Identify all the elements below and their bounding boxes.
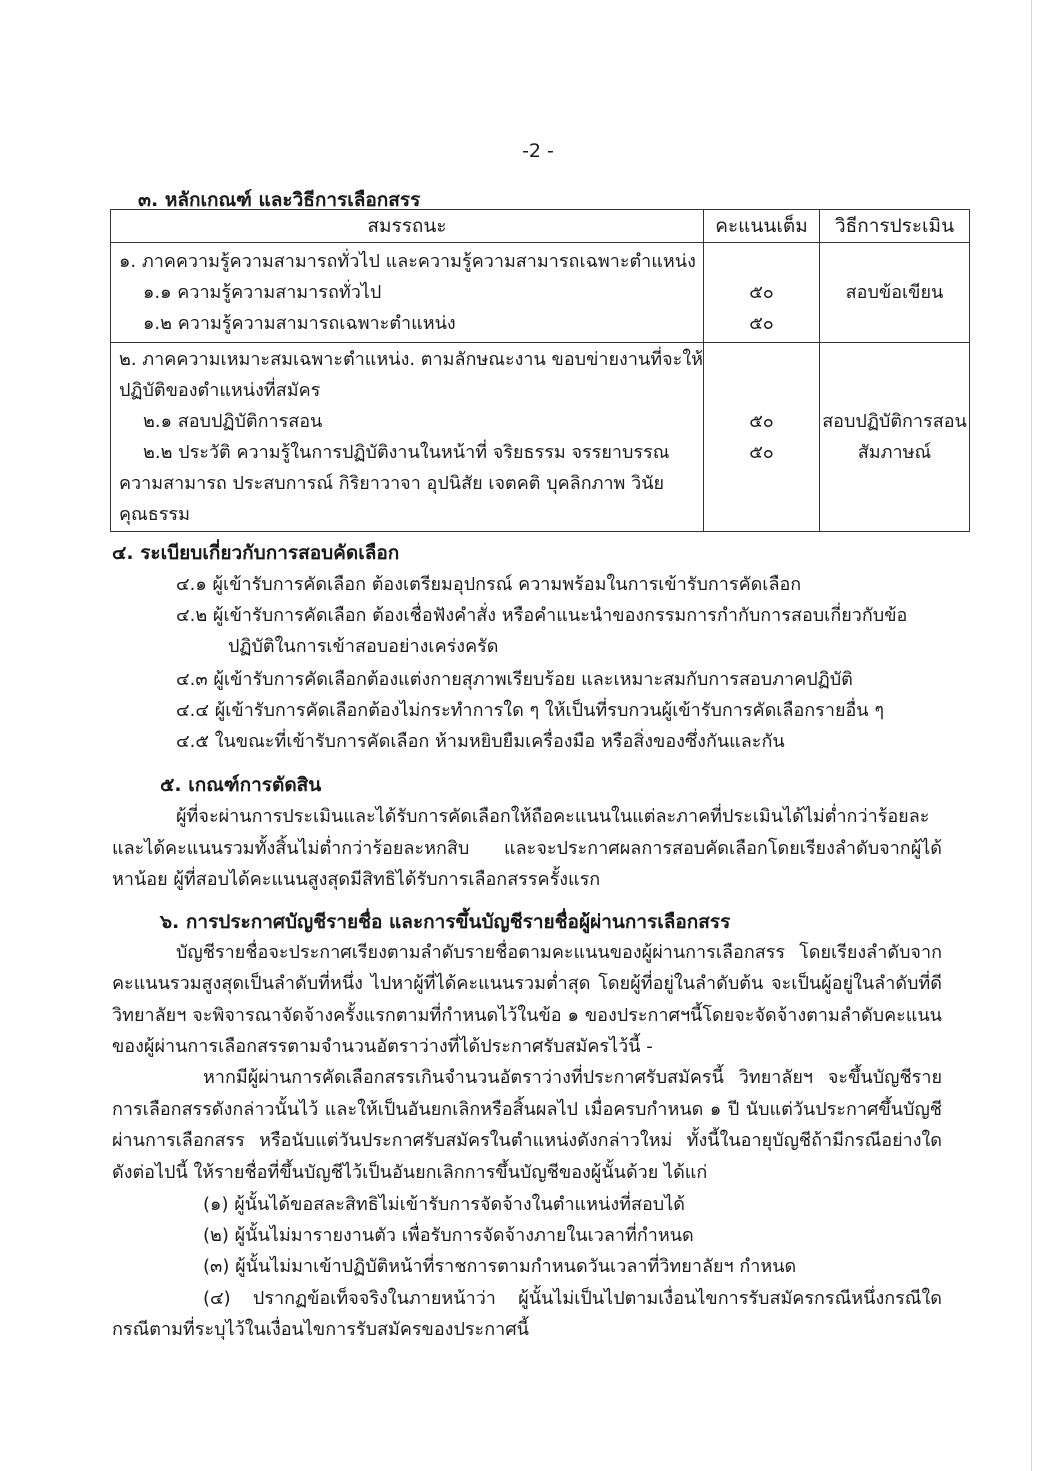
page-number: -2 - (522, 140, 554, 162)
row2-method2: สัมภาษณ์ (857, 442, 932, 463)
section-6-item: (๓) ผู้นั้นไม่มาเข้าปฏิบัติหน้าที่ราชการตามกำหนดวันเวลาที่วิทยาลัยฯ กำหนด (203, 1256, 797, 1277)
section-5-line: หาน้อย ผู้ที่สอบได้คะแนนสูงสุดมีสิทธิได้รับการเลือกสรรครั้งแรก (112, 869, 601, 890)
section-6-item: กรณีตามที่ระบุไว้ในเงื่อนไขการรับสมัครของประกาศนี้ (112, 1319, 529, 1340)
section-6-item: (๒) ผู้นั้นไม่มารายงานตัว เพื่อรับการจัดจ้างภายในเวลาที่กำหนด (203, 1225, 694, 1246)
page-edge (1031, 0, 1032, 1471)
row1-item2: ๑.๒ ความรู้ความสามารถเฉพาะตำแหน่ง (143, 313, 456, 334)
section-6-para1-line: บัญชีรายชื่อจะประกาศเรียงตามลำดับรายชื่อตามคะแนนของผู้ผ่านการเลือกสรร โดยเรียงลำดับจาก (176, 942, 942, 963)
row1-item1: ๑.๑ ความรู้ความสามารถทั่วไป (143, 282, 382, 303)
header-competency: สมรรถนะ (111, 210, 704, 243)
section-6-item: (๔) ปรากฏข้อเท็จจริงในภายหน้าว่า ผู้นั้นไม่เป็นไปตามเงื่อนไขการรับสมัครกรณีหนึ่งกรณีใด (203, 1288, 942, 1309)
section-6-item: (๑) ผู้นั้นได้ขอสละสิทธิไม่เข้ารับการจัดจ้างในตำแหน่งที่สอบได้ (203, 1194, 685, 1215)
row2-item2-score: ๕๐ (749, 442, 774, 463)
header-method: วิธีการประเมิน (820, 210, 970, 243)
row2-item1-score: ๕๐ (749, 411, 774, 432)
row1-title: ๑. ภาคความรู้ความสามารถทั่วไป และความรู้ความสามารถเฉพาะตำแหน่ง (119, 251, 696, 272)
section-4-item: ๔.๒ ผู้เข้ารับการคัดเลือก ต้องเชื่อฟังคำสั่ง หรือคำแนะนำของกรรมการกำกับการสอบเกี่ยวกับข้อ (176, 605, 908, 626)
row2-item2-line3: คุณธรรม (119, 504, 190, 525)
section-3-heading: ๓. หลักเกณฑ์ และวิธีการเลือกสรร (138, 189, 421, 211)
section-6-heading: ๖. การประกาศบัญชีรายชื่อ และการขึ้นบัญชีรายชื่อผู้ผ่านการเลือกสรร (160, 911, 731, 933)
section-6-para2-line: หากมีผู้ผ่านการคัดเลือกสรรเกินจำนวนอัตราว่างที่ประกาศรับสมัครนี้ วิทยาลัยฯ จะขึ้นบัญชีราย (203, 1067, 942, 1088)
criteria-table (110, 209, 970, 532)
row2-title-line2: ปฏิบัติของตำแหน่งที่สมัคร (119, 380, 321, 401)
section-4-item: ๔.๕ ในขณะที่เข้ารับการคัดเลือก ห้ามหยิบยืมเครื่องมือ หรือสิ่งของซึ่งกันและกัน (176, 731, 785, 752)
section-4-item: ๔.๔ ผู้เข้ารับการคัดเลือกต้องไม่กระทำการใด ๆ ให้เป็นที่รบกวนผู้เข้ารับการคัดเลือกรายอื่น ๆ (176, 700, 885, 721)
row2-method1: สอบปฏิบัติการสอน (822, 411, 967, 432)
section-6-para2-line: ผ่านการเลือกสรร หรือนับแต่วันประกาศรับสมัครในตำแหน่งดังกล่าวใหม่ ทั้งนี้ในอายุบัญชีถ้ามีกรณีอย่างใด (112, 1130, 942, 1151)
section-4-item: ปฏิบัติในการเข้าสอบอย่างเคร่งครัด (228, 636, 499, 657)
header-full-score: คะแนนเต็ม (704, 210, 820, 243)
row1-item1-score: ๕๐ (749, 282, 774, 303)
section-4-item: ๔.๑ ผู้เข้ารับการคัดเลือก ต้องเตรียมอุปกรณ์ ความพร้อมในการเข้ารับการคัดเลือก (176, 574, 802, 595)
section-6-para1-line: ของผู้ผ่านการเลือกสรรตามจำนวนอัตราว่างที่ได้ประกาศรับสมัครไว้นี้ - (112, 1036, 653, 1057)
section-5-line: และได้คะแนนรวมทั้งสิ้นไม่ต่ำกว่าร้อยละหกสิบ และจะประกาศผลการสอบคัดเลือกโดยเรียงลำดับจากผู้ได้ (112, 838, 942, 859)
section-4-heading: ๔. ระเบียบเกี่ยวกับการสอบคัดเลือก (112, 542, 400, 564)
row2-title-line1: ๒. ภาคความเหมาะสมเฉพาะตำแหน่ง. ตามลักษณะงาน ขอบข่ายงานที่จะให้ (119, 349, 703, 370)
row2-item1: ๒.๑ สอบปฏิบัติการสอน (143, 411, 323, 432)
row2-item2-line1: ๒.๒ ประวัติ ความรู้ในการปฏิบัติงานในหน้าที่ จริยธรรม จรรยาบรรณ (143, 442, 670, 463)
row2-item2-line2: ความสามารถ ประสบการณ์ กิริยาวาจา อุปนิสัย เจตคติ บุคลิกภาพ วินัย (119, 473, 665, 494)
table-header-row (111, 210, 970, 243)
section-6-para1-line: คะแนนรวมสูงสุดเป็นลำดับที่หนึ่ง ไปหาผู้ที่ได้คะแนนรวมต่ำสุด โดยผู้ที่อยู่ในลำดับต้น จะเป็นผู้อยู่ในลำดับที่ดี (112, 973, 942, 994)
section-5-line: ผู้ที่จะผ่านการประเมินและได้รับการคัดเลือกให้ถือคะแนนในแต่ละภาคที่ประเมินได้ไม่ต่ำกว่าร้อยละ (176, 806, 930, 827)
table-row (111, 343, 970, 532)
table-row (111, 243, 970, 343)
section-6-para2-line: ดังต่อไปนี้ ให้รายชื่อที่ขึ้นบัญชีไว้เป็นอันยกเลิกการขึ้นบัญชีของผู้นั้นด้วย ได้แก่ (112, 1162, 708, 1183)
section-5-heading: ๕. เกณฑ์การตัดสิน (160, 774, 322, 796)
section-6-para1-line: วิทยาลัยฯ จะพิจารณาจัดจ้างครั้งแรกตามที่กำหนดไว้ในข้อ ๑ ของประกาศฯนี้โดยจะจัดจ้างตามลำดับคะแนน (112, 1005, 942, 1026)
section-4-item: ๔.๓ ผู้เข้ารับการคัดเลือกต้องแต่งกายสุภาพเรียบร้อย และเหมาะสมกับการสอบภาคปฏิบัติ (176, 669, 853, 690)
section-6-para2-line: การเลือกสรรดังกล่าวนั้นไว้ และให้เป็นอันยกเลิกหรือสิ้นผลไป เมื่อครบกำหนด ๑ ปี นับแต่วันประกาศขึ้นบัญชี (112, 1099, 942, 1120)
row1-item2-score: ๕๐ (749, 313, 774, 334)
row1-method: สอบข้อเขียน (845, 282, 944, 303)
